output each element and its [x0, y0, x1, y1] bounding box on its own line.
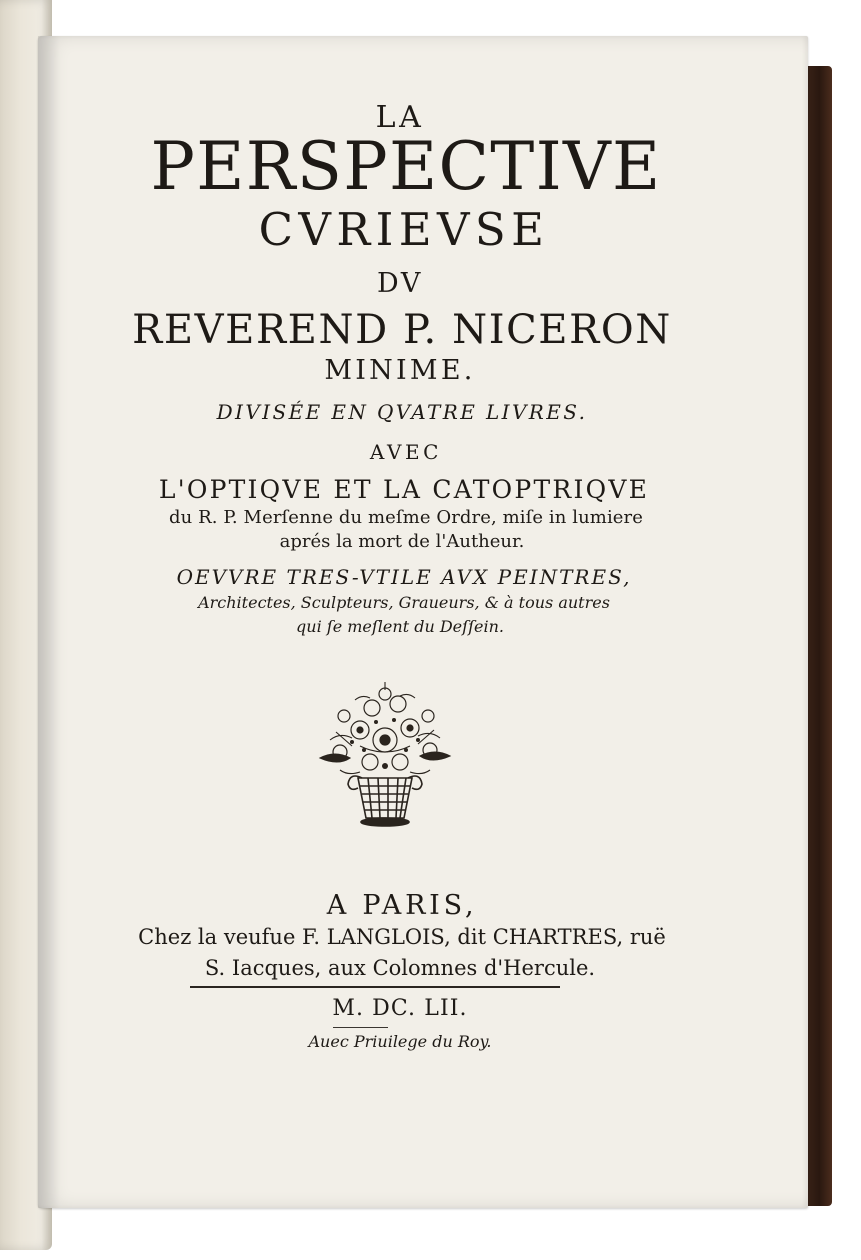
mersenne-line: du R. P. Merſenne du meſme Ordre, miſe in lumiere [169, 507, 643, 528]
imprint-publisher: Chez la veufue F. LANGLOIS, dit CHARTRES, ruë [138, 925, 666, 949]
audience-heading: OEVVRE TRES-VTILE AVX PEINTRES, [176, 565, 632, 589]
author-order: MINIME. [324, 355, 476, 386]
flower-basket-icon [300, 680, 470, 830]
author-name: REVEREND P. NICERON [132, 307, 672, 353]
title-main: PERSPECTIVE [150, 128, 662, 205]
publication-date: M. DC. LII. [332, 996, 468, 1021]
division-note: DIVISÉE EN QVATRE LIVRES. [216, 400, 588, 424]
avec-line: AVEC [369, 440, 443, 464]
audience-list: Architectes, Sculpteurs, Graueurs, & à tous autres [198, 593, 610, 612]
date-underline [333, 1027, 388, 1028]
audience-closing: qui ſe meſlent du Deſſein. [296, 617, 504, 636]
title-sub: CVRIEVSE [258, 203, 550, 256]
imprint-rule [190, 986, 560, 988]
imprint-address: S. Iacques, aux Colomnes d'Hercule. [204, 956, 596, 980]
title-article: LA [375, 100, 425, 135]
imprint-city: A PARIS, [326, 890, 478, 921]
optique-title: L'OPTIQVE ET LA CATOPTRIQVE [158, 475, 650, 504]
posthumous-line: aprés la mort de l'Autheur. [279, 531, 525, 552]
title-preposition: DV [376, 268, 424, 299]
royal-privilege: Auec Priuilege du Roy. [308, 1032, 492, 1051]
